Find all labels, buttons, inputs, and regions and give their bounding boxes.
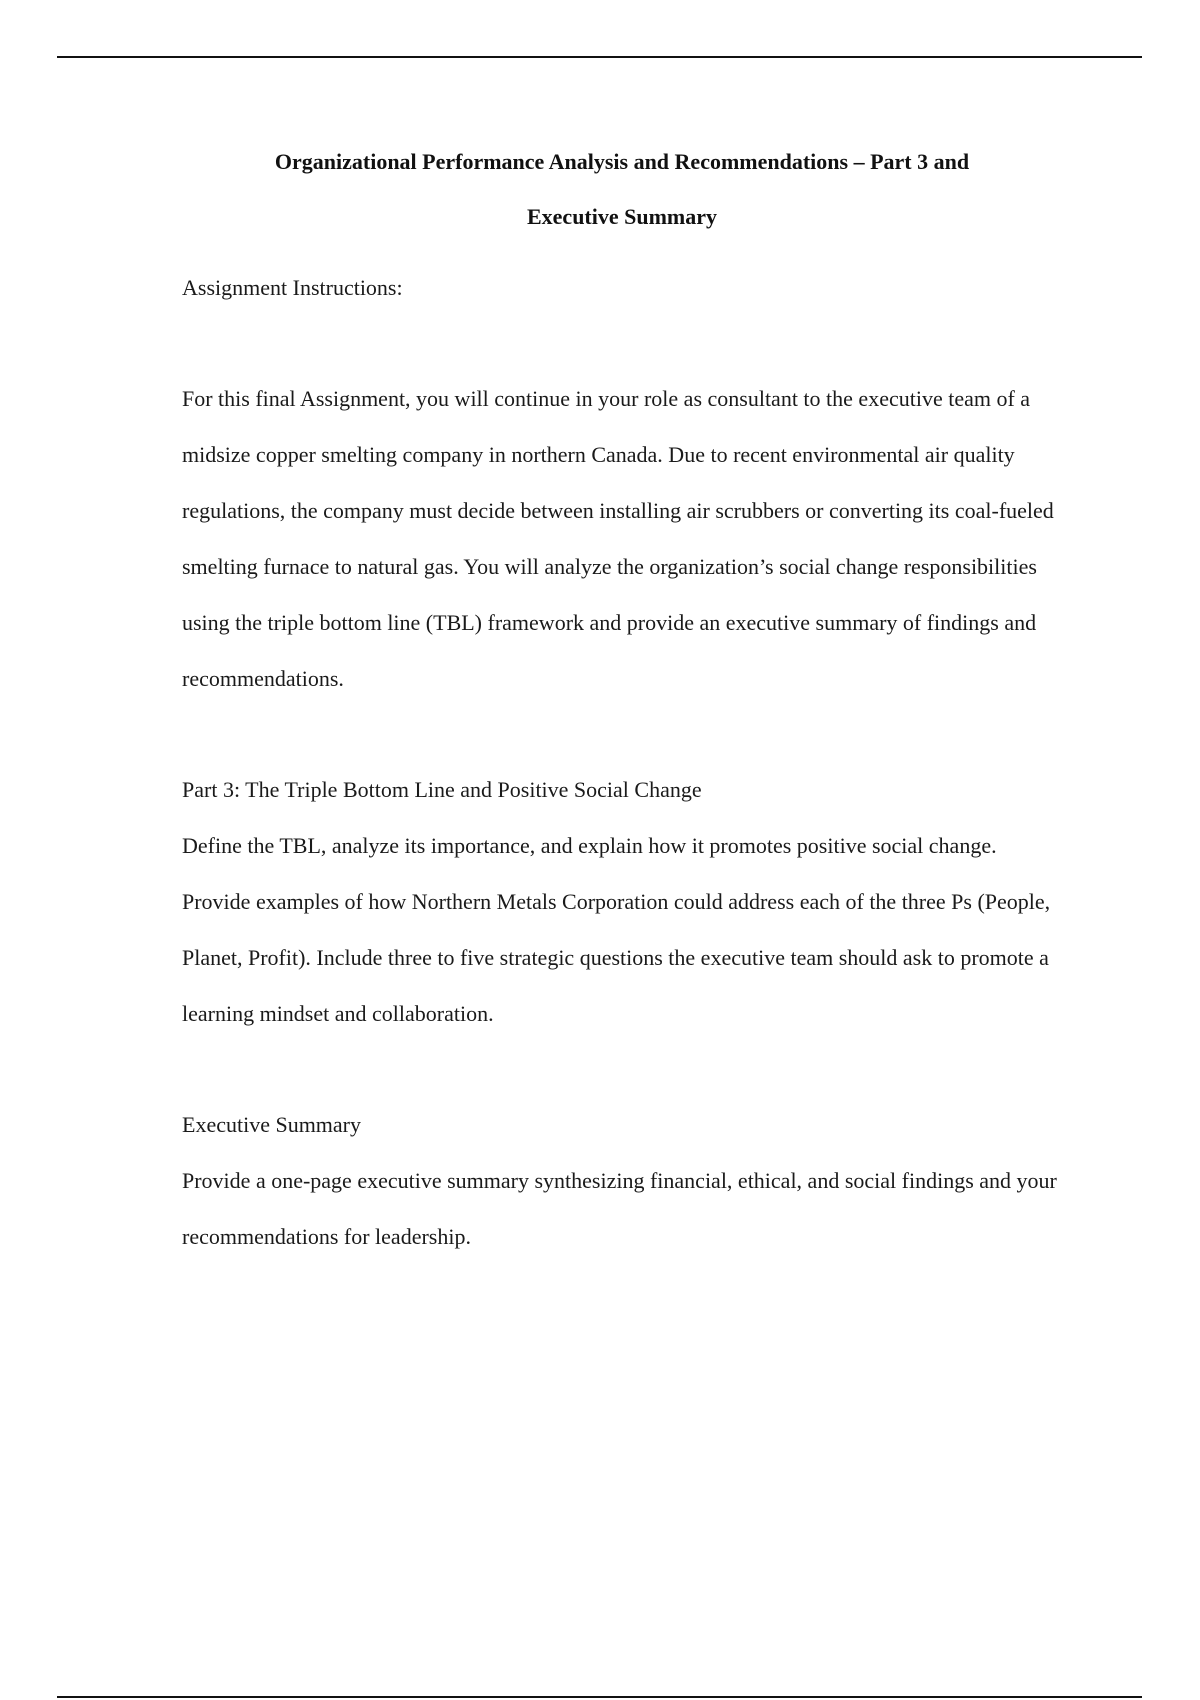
spacer [182,707,1062,762]
part3-paragraph: Define the TBL, analyze its importance, and explain how it promotes positive social change. Provide examples of how Northern Metals Corporation could address each of the three Ps (People, Planet, Profit). Include three to five strategic questions the executive team should ask to promote a learning mindset and collaboration. [182,833,1051,1026]
page-content [182,134,1062,1265]
footer-rule [57,1696,1142,1698]
part3-heading: Part 3: The Triple Bottom Line and Positive Social Change [182,777,702,802]
intro-paragraph: For this final Assignment, you will continue in your role as consultant to the executive team of a midsize copper smelting company in northern Canada. Due to recent environmental air quality regulations, the company must decide between installing air scrubbers or converting its coal-fueled smelting furnace to natural gas. You will analyze the organization’s social change responsibilities using the triple bottom line (TBL) framework and provide an executive summary of findings and recommendations. [182,386,1054,691]
document-title [182,134,1062,244]
spacer [182,1042,1062,1097]
document-title-line-2: Executive Summary [526,204,718,229]
executive-summary-heading: Executive Summary [182,1112,362,1137]
header-rule [57,56,1142,58]
instructions-label: Assignment Instructions: [182,275,403,300]
spacer [182,316,1062,371]
executive-summary-paragraph: Provide a one-page executive summary synthesizing financial, ethical, and social findings and your recommendations for leadership. [182,1168,1057,1249]
document-title-line-1: Organizational Performance Analysis and Recommendations – Part 3 and [274,149,970,174]
